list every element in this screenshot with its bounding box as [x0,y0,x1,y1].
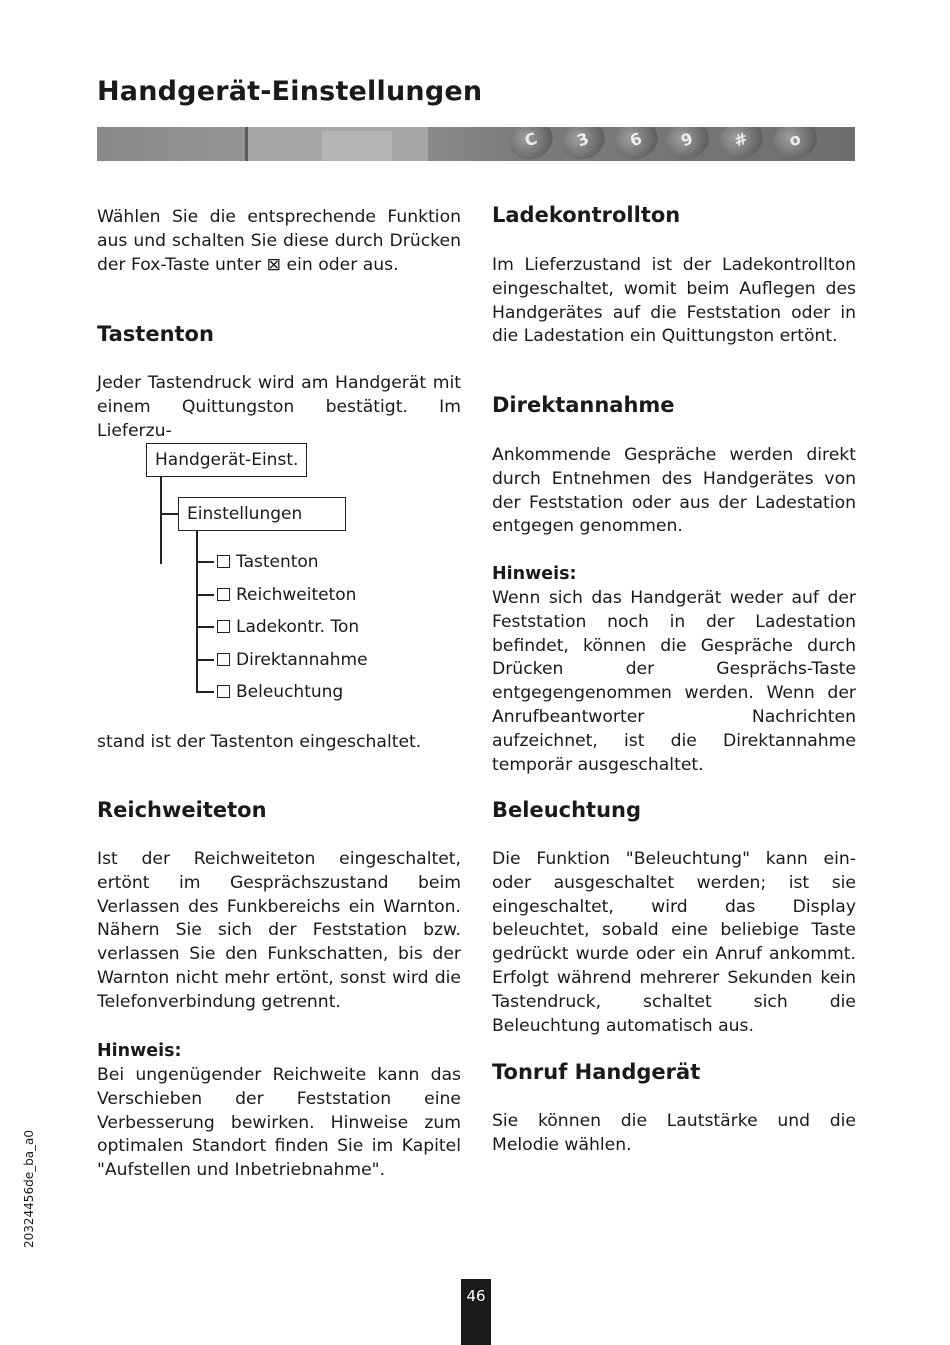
menu-sub-box: Einstellungen [178,497,346,531]
phone-keypad-banner-image [97,127,855,161]
tastenton-text: Jeder Tastendruck wird am Handgerät mit einem Quittungston bestätigt. Im Lieferzu- [97,373,461,441]
menu-item-ladekontr-ton [217,616,359,638]
reichweiteton-text: Ist der Reichweiteton eingeschaltet, ertönt im Gesprächszustand beim Verlassen des Funkbereichs ein Warnton. Nähern Sie sich der Feststation bzw. verlassen Sie den Funkschatten, bis der Warnton nicht mehr ertönt, sonst wird die Telefonverbindung getrennt. [97,849,461,1012]
document-code: 20324456de_ba_a0 [22,1129,36,1248]
menu-item-tastenton [217,551,319,573]
page-number-tab [461,1279,491,1345]
intro-text [97,206,461,277]
banner-key: 9 [660,127,714,161]
intro-body: Wählen Sie die entsprechende Funktion aus und schalten Sie diese durch Drücken der Fox-Taste unter [97,207,461,275]
tonruf-text: Sie können die Lautstärke und die Melodie wählen. [492,1111,856,1155]
tree-line [160,513,178,515]
hinweis-text-right: Wenn sich das Handgerät weder auf der Feststation noch in der Ladestation befindet, können die Gespräche durch Drücken der Gesprächs-Taste entgegengenommen werden. Wenn der Anrufbeantworter Nachrichten aufzeichnet, ist die Direktannahme temporär ausgeschaltet. [492,588,856,775]
menu-item-label: Beleuchtung [236,682,344,702]
tastenton-text-end: stand ist der Tastenton eingeschaltet. [97,732,422,752]
tree-line [196,691,214,693]
banner-lcd [322,131,392,161]
menu-item-label: Direktannahme [236,650,368,670]
banner-key: 3 [556,127,610,161]
intro-end: ein oder aus. [281,254,399,275]
checkbox-icon [217,653,230,666]
tree-line [160,477,162,564]
checkbox-icon [217,620,230,633]
menu-item-label: Tastenton [236,552,319,572]
checkbox-icon [217,685,230,698]
hinweis-text-left: Bei ungenügender Reichweite kann das Verschieben der Feststation eine Verbesserung bewirken. Hinweise zum optimalen Standort finden Sie im Kapitel "Aufstellen und Inbetriebnahme". [97,1065,461,1181]
fox-key-icon: ⊠ [266,254,282,275]
menu-item-beleuchtung [217,681,343,703]
hinweis-heading-right: Hinweis: [492,564,577,584]
beleuchtung-text: Die Funktion "Beleuchtung" kann ein- oder ausgeschaltet werden; ist sie eingeschaltet, wird das Display beleuchtet, sobald eine beliebige Taste gedrückt wurde oder ein Anruf ankommt. Erfolgt während mehrerer Sekunden kein Tastendruck, schaltet sich die Beleuchtung automatisch aus. [492,849,856,1036]
reichweiteton-heading: Reichweiteton [97,798,267,822]
menu-item-label: Ladekontr. Ton [236,617,360,637]
page-number: 46 [466,1287,486,1305]
ladekontrollton-heading: Ladekontrollton [492,203,681,227]
page-title: Handgerät-Einstellungen [97,76,483,107]
hinweis-heading-left: Hinweis: [97,1041,182,1061]
checkbox-icon [217,588,230,601]
tastenton-heading: Tastenton [97,322,214,346]
banner-key: 6 [609,127,663,161]
menu-item-direktannahme [217,649,368,671]
tree-line [196,594,214,596]
menu-root-box: Handgerät-Einst. [146,443,307,477]
beleuchtung-heading: Beleuchtung [492,798,642,822]
direktannahme-text: Ankommende Gespräche werden direkt durch Entnehmen des Handgerätes von der Feststation oder aus der Ladestation entgegen genommen. [492,445,856,537]
tonruf-heading: Tonruf Handgerät [492,1060,701,1084]
banner-key: # [714,127,768,161]
menu-item-reichweiteton [217,584,356,606]
direktannahme-heading: Direktannahme [492,393,675,417]
checkbox-icon [217,555,230,568]
banner-key: C [504,127,558,161]
tree-line [196,531,198,692]
tree-line [196,659,214,661]
menu-item-label: Reichweiteton [236,585,357,605]
ladekontrollton-text: Im Lieferzustand ist der Ladekontrollton eingeschaltet, womit beim Auflegen des Handgerätes auf die Feststation oder in die Ladestation ein Quittungston ertönt. [492,255,856,347]
tree-line [196,561,214,563]
tree-line [196,626,214,628]
banner-key: o [768,127,822,161]
